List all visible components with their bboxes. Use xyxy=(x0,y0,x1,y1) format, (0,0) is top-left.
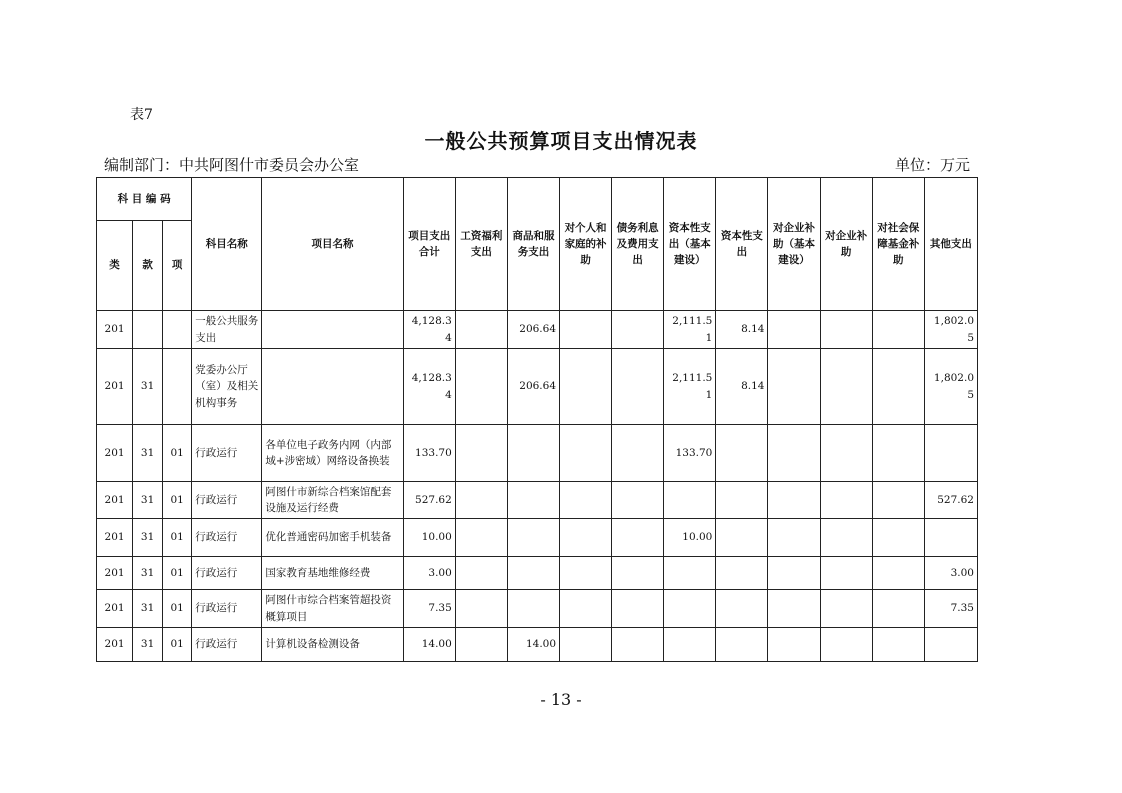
cell-xiang: 01 xyxy=(163,628,192,662)
table-row xyxy=(97,519,978,557)
cell-capital xyxy=(716,425,768,482)
header-capital-construction: 资本性支出（基本建设） xyxy=(664,178,716,311)
cell-wage-welfare xyxy=(455,628,507,662)
cell-goods-services xyxy=(507,590,559,628)
cell-project-name: 计算机设备检测设备 xyxy=(262,628,403,662)
cell-other xyxy=(924,425,977,482)
cell-capital: 8.14 xyxy=(716,349,768,425)
cell-enterprise-subsidy-construction xyxy=(768,519,820,557)
header-xiang: 项 xyxy=(163,221,192,311)
cell-enterprise-subsidy xyxy=(820,628,872,662)
table-number-label: 表7 xyxy=(130,107,153,123)
cell-xiang: 01 xyxy=(163,425,192,482)
header-capital: 资本性支出 xyxy=(716,178,768,311)
cell-wage-welfare xyxy=(455,519,507,557)
cell-project-name: 优化普通密码加密手机装备 xyxy=(262,519,403,557)
cell-capital xyxy=(716,590,768,628)
cell-project-total: 4,128.34 xyxy=(403,349,455,425)
cell-lei: 201 xyxy=(97,349,133,425)
cell-debt-interest xyxy=(612,519,664,557)
cell-enterprise-subsidy xyxy=(820,590,872,628)
cell-kuan: 31 xyxy=(133,482,163,519)
cell-debt-interest xyxy=(612,590,664,628)
cell-debt-interest xyxy=(612,349,664,425)
header-social-security-subsidy: 对社会保障基金补助 xyxy=(872,178,924,311)
cell-capital-construction: 2,111.51 xyxy=(664,349,716,425)
cell-goods-services xyxy=(507,482,559,519)
cell-enterprise-subsidy xyxy=(820,425,872,482)
cell-debt-interest xyxy=(612,425,664,482)
cell-project-name: 阿图什市新综合档案馆配套设施及运行经费 xyxy=(262,482,403,519)
cell-enterprise-subsidy-construction xyxy=(768,425,820,482)
cell-goods-services xyxy=(507,557,559,590)
cell-project-total: 4,128.34 xyxy=(403,311,455,349)
header-project-total: 项目支出合计 xyxy=(403,178,455,311)
cell-subject-name: 党委办公厅（室）及相关机构事务 xyxy=(192,349,262,425)
cell-project-total: 527.62 xyxy=(403,482,455,519)
cell-social-security-subsidy xyxy=(872,425,924,482)
cell-kuan: 31 xyxy=(133,519,163,557)
cell-personal-subsidy xyxy=(560,590,612,628)
cell-personal-subsidy xyxy=(560,311,612,349)
cell-xiang xyxy=(163,349,192,425)
cell-wage-welfare xyxy=(455,425,507,482)
cell-kuan: 31 xyxy=(133,628,163,662)
cell-subject-name: 行政运行 xyxy=(192,557,262,590)
cell-personal-subsidy xyxy=(560,557,612,590)
cell-social-security-subsidy xyxy=(872,590,924,628)
cell-social-security-subsidy xyxy=(872,519,924,557)
header-debt-interest: 债务利息及费用支出 xyxy=(612,178,664,311)
cell-personal-subsidy xyxy=(560,519,612,557)
cell-social-security-subsidy xyxy=(872,349,924,425)
cell-other: 1,802.05 xyxy=(924,311,977,349)
cell-lei: 201 xyxy=(97,557,133,590)
department-label: 编制部门：中共阿图什市委员会办公室 xyxy=(104,156,360,174)
cell-capital-construction: 133.70 xyxy=(664,425,716,482)
cell-social-security-subsidy xyxy=(872,557,924,590)
cell-capital xyxy=(716,482,768,519)
cell-capital xyxy=(716,519,768,557)
cell-enterprise-subsidy-construction xyxy=(768,557,820,590)
cell-wage-welfare xyxy=(455,311,507,349)
cell-enterprise-subsidy xyxy=(820,311,872,349)
cell-subject-name: 行政运行 xyxy=(192,425,262,482)
cell-wage-welfare xyxy=(455,349,507,425)
cell-capital xyxy=(716,628,768,662)
cell-kuan: 31 xyxy=(133,557,163,590)
cell-personal-subsidy xyxy=(560,482,612,519)
page-number: - 13 - xyxy=(540,690,582,709)
cell-subject-name: 行政运行 xyxy=(192,590,262,628)
cell-subject-name: 行政运行 xyxy=(192,482,262,519)
cell-other: 527.62 xyxy=(924,482,977,519)
header-lei: 类 xyxy=(97,221,133,311)
cell-enterprise-subsidy-construction xyxy=(768,590,820,628)
cell-other: 3.00 xyxy=(924,557,977,590)
cell-goods-services: 206.64 xyxy=(507,349,559,425)
cell-enterprise-subsidy-construction xyxy=(768,628,820,662)
unit-label: 单位：万元 xyxy=(894,156,970,174)
cell-xiang: 01 xyxy=(163,557,192,590)
cell-subject-name: 行政运行 xyxy=(192,519,262,557)
cell-subject-name: 一般公共服务支出 xyxy=(192,311,262,349)
header-other: 其他支出 xyxy=(924,178,977,311)
budget-table xyxy=(96,177,978,662)
cell-lei: 201 xyxy=(97,628,133,662)
cell-capital xyxy=(716,557,768,590)
cell-wage-welfare xyxy=(455,482,507,519)
cell-xiang: 01 xyxy=(163,590,192,628)
cell-personal-subsidy xyxy=(560,349,612,425)
table-row xyxy=(97,311,978,349)
table-row xyxy=(97,349,978,425)
header-subject-code: 科 目 编 码 xyxy=(97,178,192,221)
cell-kuan: 31 xyxy=(133,425,163,482)
cell-debt-interest xyxy=(612,482,664,519)
cell-kuan: 31 xyxy=(133,590,163,628)
cell-enterprise-subsidy-construction xyxy=(768,349,820,425)
cell-social-security-subsidy xyxy=(872,311,924,349)
header-kuan: 款 xyxy=(133,221,163,311)
cell-social-security-subsidy xyxy=(872,482,924,519)
cell-wage-welfare xyxy=(455,590,507,628)
cell-project-name: 阿图什市综合档案管超投资概算项目 xyxy=(262,590,403,628)
cell-goods-services xyxy=(507,425,559,482)
cell-capital-construction xyxy=(664,628,716,662)
cell-project-name xyxy=(262,349,403,425)
cell-lei: 201 xyxy=(97,590,133,628)
cell-xiang: 01 xyxy=(163,482,192,519)
cell-enterprise-subsidy xyxy=(820,519,872,557)
cell-capital-construction: 10.00 xyxy=(664,519,716,557)
cell-other: 7.35 xyxy=(924,590,977,628)
header-personal-subsidy: 对个人和家庭的补助 xyxy=(560,178,612,311)
cell-project-total: 7.35 xyxy=(403,590,455,628)
cell-project-name: 各单位电子政务内网（内部域+涉密域）网络设备换装 xyxy=(262,425,403,482)
cell-lei: 201 xyxy=(97,519,133,557)
cell-personal-subsidy xyxy=(560,425,612,482)
page-title: 一般公共预算项目支出情况表 xyxy=(424,129,698,153)
cell-social-security-subsidy xyxy=(872,628,924,662)
cell-other xyxy=(924,628,977,662)
cell-debt-interest xyxy=(612,311,664,349)
cell-debt-interest xyxy=(612,628,664,662)
header-subject-name: 科目名称 xyxy=(192,178,262,311)
table-row xyxy=(97,557,978,590)
cell-lei: 201 xyxy=(97,425,133,482)
header-enterprise-subsidy-construction: 对企业补助（基本建设） xyxy=(768,178,820,311)
cell-capital: 8.14 xyxy=(716,311,768,349)
header-enterprise-subsidy: 对企业补助 xyxy=(820,178,872,311)
cell-project-total: 14.00 xyxy=(403,628,455,662)
cell-capital-construction xyxy=(664,557,716,590)
cell-capital-construction xyxy=(664,482,716,519)
cell-xiang xyxy=(163,311,192,349)
cell-kuan xyxy=(133,311,163,349)
cell-lei: 201 xyxy=(97,311,133,349)
cell-kuan: 31 xyxy=(133,349,163,425)
table-row xyxy=(97,628,978,662)
cell-debt-interest xyxy=(612,557,664,590)
cell-project-total: 133.70 xyxy=(403,425,455,482)
cell-project-name xyxy=(262,311,403,349)
cell-enterprise-subsidy-construction xyxy=(768,311,820,349)
cell-wage-welfare xyxy=(455,557,507,590)
cell-enterprise-subsidy xyxy=(820,482,872,519)
cell-goods-services: 14.00 xyxy=(507,628,559,662)
cell-xiang: 01 xyxy=(163,519,192,557)
cell-personal-subsidy xyxy=(560,628,612,662)
cell-enterprise-subsidy xyxy=(820,557,872,590)
cell-project-total: 10.00 xyxy=(403,519,455,557)
table-row xyxy=(97,425,978,482)
cell-project-name: 国家教育基地维修经费 xyxy=(262,557,403,590)
cell-capital-construction xyxy=(664,590,716,628)
cell-other: 1,802.05 xyxy=(924,349,977,425)
table-row xyxy=(97,590,978,628)
cell-goods-services: 206.64 xyxy=(507,311,559,349)
table-row xyxy=(97,482,978,519)
cell-goods-services xyxy=(507,519,559,557)
cell-enterprise-subsidy-construction xyxy=(768,482,820,519)
header-goods-services: 商品和服务支出 xyxy=(507,178,559,311)
header-project-name: 项目名称 xyxy=(262,178,403,311)
cell-project-total: 3.00 xyxy=(403,557,455,590)
cell-enterprise-subsidy xyxy=(820,349,872,425)
cell-subject-name: 行政运行 xyxy=(192,628,262,662)
cell-lei: 201 xyxy=(97,482,133,519)
cell-other xyxy=(924,519,977,557)
cell-capital-construction: 2,111.51 xyxy=(664,311,716,349)
header-wage-welfare: 工资福利支出 xyxy=(455,178,507,311)
